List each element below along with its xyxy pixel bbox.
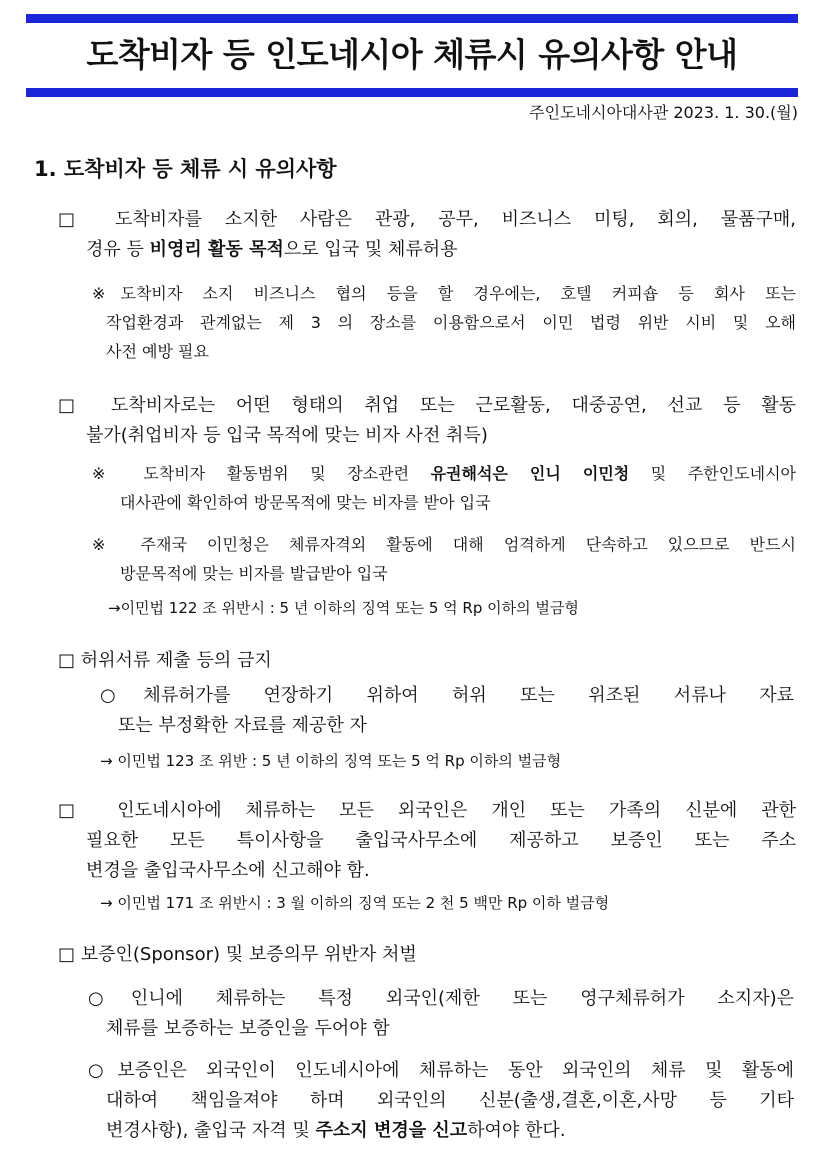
item1-note-line3: 사전 예방 필요 (106, 342, 209, 361)
item2-note1: ※ 도착비자 활동범위 및 장소관련 유권해석은 인니 이민청 및 주한인도네시아 대사관에 확인하여 방문목적에 맞는 비자를 받아 입국 (92, 464, 797, 512)
item5-line1: □ 보증인(Sponsor) 및 보증의무 위반자 처벌 (58, 944, 417, 965)
item1-emphasis: 비영리 활동 목적 (149, 239, 284, 260)
item1-note-line1: ※도착비자 소지 비즈니스 협의 등을 할 경우에는, 호텔 커피숍 등 회사 또는 (92, 284, 796, 303)
item4-line2: 필요한 모든 특이사항을 출입국사무소에 제공하고 보증인 또는 주소 (86, 830, 796, 851)
item4-line1: □ 인도네시아에 체류하는 모든 외국인은 개인 또는 가족의 신분에 관한 (58, 800, 796, 821)
item3-line1: □ 허위서류 제출 등의 금지 (58, 650, 272, 671)
page-title: 도착비자 등 인도네시아 체류시 유의사항 안내 (86, 35, 738, 74)
item-false-documents (58, 646, 796, 676)
item2-line2: 불가(취업비자 등 입국 목적에 맞는 비자 사전 취득) (86, 425, 488, 446)
item1-note-line2: 작업환경과 관계없는 제 3 의 장소를 이용함으로서 이민 법령 위반 시비 및 오해 (106, 313, 796, 332)
item5-detail1: ○인니에 체류하는 특정 외국인(제한 또는 영구체류허가 소지자)은 체류를 보증하는 보증인을 두어야 함 (88, 988, 794, 1039)
item3-penalty: → 이민법 123 조 위반 : 5 년 이하의 징역 또는 5 억 Rp 이하의 벌금형 (100, 752, 562, 770)
item2-penalty: →이민법 122 조 위반시 : 5 년 이하의 징역 또는 5 억 Rp 이하의 벌금형 (108, 599, 579, 617)
item5-detail2: ○보증인은 외국인이 인도네시아에 체류하는 동안 외국인의 체류 및 활동에 대하여 책임을져야 하며 외국인의 신분(출생,결혼,이혼,사망 등 기타 변경사항), 출입국 자격 및 주소지 변경을 신고하여야 한다. (88, 1060, 794, 1141)
item-sponsor (58, 940, 796, 970)
item1-line2: 경유 등 비영리 활동 목적으로 입국 및 체류허용 (86, 239, 458, 260)
item4-penalty: → 이민법 171 조 위반시 : 3 월 이하의 징역 또는 2 천 5 백만 Rp 이하 벌금형 (100, 894, 610, 912)
issuer-date: 주인도네시아대사관 2023. 1. 30.(월) (529, 103, 798, 122)
item1-line1: □ 도착비자를 소지한 사람은 관광, 공무, 비즈니스 미팅, 회의, 물품구매, (58, 209, 796, 230)
bottom-rule (26, 88, 798, 97)
item2-emphasis: 유권해석은 인니 이민청 (430, 464, 630, 483)
top-rule (26, 14, 798, 23)
item5-emphasis: 주소지 변경을 신고 (315, 1120, 468, 1141)
item-arrival-visa-restriction (58, 391, 796, 451)
section-heading: 1. 도착비자 등 체류 시 유의사항 (34, 157, 337, 181)
item-arrival-visa-purpose (58, 205, 796, 265)
item3-detail: ○체류허가를 연장하기 위하여 허위 또는 위조된 서류나 자료 또는 부정확한 자료를 제공한 자 (100, 685, 794, 736)
item4-line3: 변경을 출입국사무소에 신고해야 함. (86, 860, 370, 881)
item2-line1: □ 도착비자로는 어떤 형태의 취업 또는 근로활동, 대중공연, 선교 등 활동 (58, 395, 796, 416)
item-report-changes (58, 796, 796, 886)
item1-note (92, 279, 796, 366)
item2-note2: ※ 주재국 이민청은 체류자격외 활동에 대해 엄격하게 단속하고 있으므로 반드시 방문목적에 맞는 비자를 발급받아 입국 (92, 535, 796, 583)
